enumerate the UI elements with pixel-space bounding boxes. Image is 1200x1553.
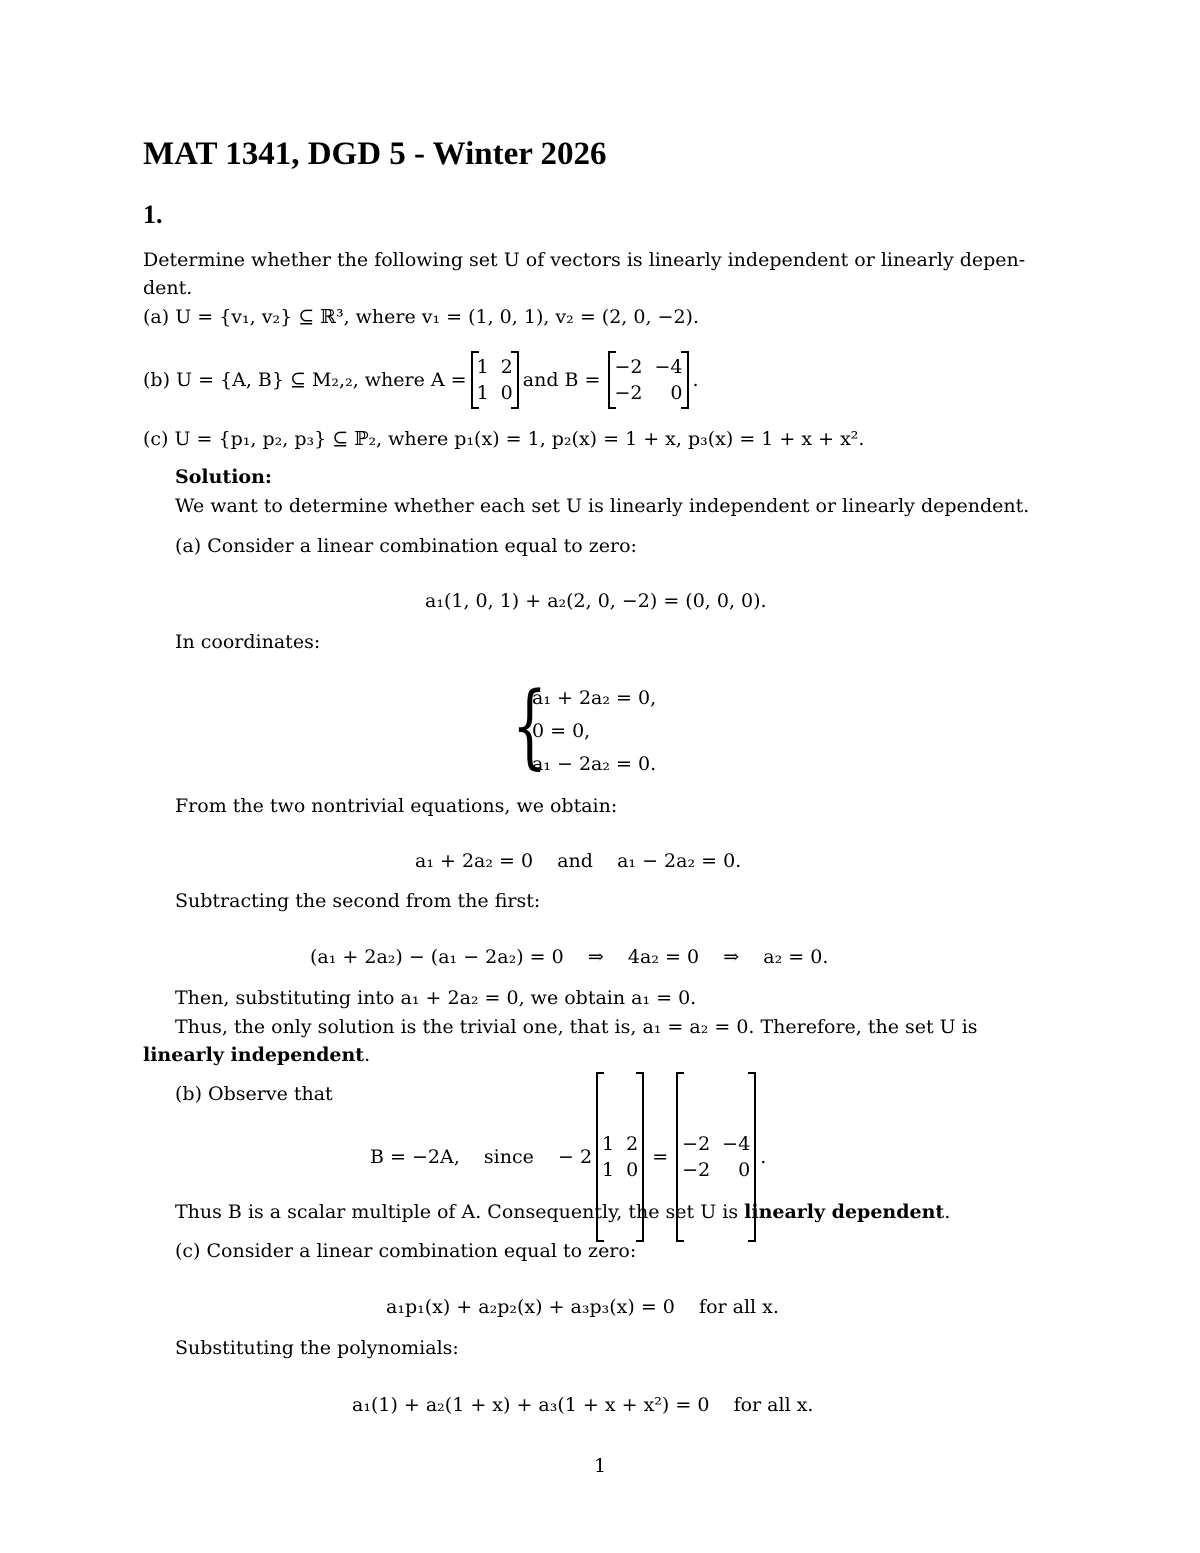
matrix-a — [471, 354, 519, 406]
matrix-b-cell: −2 — [614, 382, 643, 404]
matrix-b-cell: 0 — [670, 382, 683, 404]
matrix-a-repeat-cell: 1 — [602, 1133, 615, 1155]
system-eq-3: a₁ − 2a₂ = 0. — [532, 753, 657, 775]
thus-scalar-multiple: Thus B is a scalar multiple of A. Consequently, the set U is linearly dependent. — [175, 1201, 951, 1223]
matrix-a-cell: 0 — [500, 382, 513, 404]
in-coordinates: In coordinates: — [175, 631, 321, 653]
prompt-line-1: Determine whether the following set U of vectors is linearly independent or linearly depen- — [143, 249, 1026, 271]
thus-trivial: Thus, the only solution is the trivial one, that is, a₁ = a₂ = 0. Therefore, the set U is — [175, 1016, 978, 1038]
equation-b-left: B = −2A, since − 2 — [370, 1146, 593, 1168]
equation-c-2: a₁(1) + a₂(1 + x) + a₃(1 + x + x²) = 0 for all x. — [352, 1394, 814, 1416]
from-nontrivial: From the two nontrivial equations, we obtain: — [175, 795, 618, 817]
system-eq-2: 0 = 0, — [532, 720, 591, 742]
substituting-polynomials: Substituting the polynomials: — [175, 1337, 459, 1359]
conclusion-b-text: linearly dependent — [744, 1201, 945, 1223]
page-number: 1 — [594, 1455, 607, 1477]
system-eq-1: a₁ + 2a₂ = 0, — [532, 687, 657, 709]
part-b-end: . — [692, 369, 699, 391]
matrix-a-repeat-cell: 1 — [602, 1159, 615, 1181]
equation-a-1: a₁(1, 0, 1) + a₂(2, 0, −2) = (0, 0, 0). — [425, 590, 767, 612]
matrix-a-cell: 2 — [500, 356, 513, 378]
solution-heading: Solution: — [175, 466, 272, 488]
matrix-a-repeat-cell: 0 — [626, 1159, 639, 1181]
thus-scalar-text: Thus B is a scalar multiple of A. Consequently, the set U is — [175, 1201, 739, 1223]
solution-b-label: (b) Observe that — [175, 1083, 333, 1105]
matrix-b-repeat-cell: 0 — [738, 1159, 751, 1181]
prompt-part-c: (c) U = {p₁, p₂, p₃} ⊆ ℙ₂, where p₁(x) = 1, p₂(x) = 1 + x, p₃(x) = 1 + x + x². — [143, 428, 865, 450]
matrix-b — [608, 354, 688, 406]
page-title: MAT 1341, DGD 5 - Winter 2026 — [143, 136, 607, 172]
equation-c-1: a₁p₁(x) + a₂p₂(x) + a₃p₃(x) = 0 for all x. — [386, 1296, 779, 1318]
prompt-line-2: dent. — [143, 277, 193, 299]
equation-a-3: (a₁ + 2a₂) − (a₁ − 2a₂) = 0 ⇒ 4a₂ = 0 ⇒ a₂ = 0. — [310, 946, 829, 968]
equation-b: B = −2A, since − 2 1 2 1 0 = −2 −4 −2 0 . — [370, 1128, 766, 1186]
matrix-a-cell: 1 — [476, 382, 489, 404]
prompt-part-b — [143, 352, 699, 408]
part-b-mid: and B = — [522, 369, 601, 391]
matrix-b-cell: −4 — [654, 356, 683, 378]
part-b-prefix: (b) U = {A, B} ⊆ M₂,₂, where A = — [143, 369, 467, 391]
matrix-b-cell: −2 — [614, 356, 643, 378]
conclusion-a: linearly independent. — [143, 1044, 371, 1066]
solution-a-label: (a) Consider a linear combination equal to zero: — [175, 535, 637, 557]
system-brace: { — [512, 672, 548, 779]
matrix-b-repeat-cell: −4 — [722, 1133, 751, 1155]
subtracting-text: Subtracting the second from the first: — [175, 890, 541, 912]
matrix-a-repeat-cell: 2 — [626, 1133, 639, 1155]
solution-c-label: (c) Consider a linear combination equal to zero: — [175, 1240, 637, 1262]
matrix-a-cell: 1 — [476, 356, 489, 378]
then-substituting: Then, substituting into a₁ + 2a₂ = 0, we obtain a₁ = 0. — [175, 987, 697, 1009]
equation-b-equals: = — [652, 1146, 669, 1168]
prompt-part-a: (a) U = {v₁, v₂} ⊆ ℝ³, where v₁ = (1, 0, 1), v₂ = (2, 0, −2). — [143, 306, 699, 328]
conclusion-a-text: linearly independent — [143, 1044, 365, 1066]
matrix-b-repeat-cell: −2 — [682, 1133, 711, 1155]
solution-intro: We want to determine whether each set U is linearly independent or linearly dependent. — [175, 495, 1030, 517]
equation-a-2: a₁ + 2a₂ = 0 and a₁ − 2a₂ = 0. — [415, 850, 742, 872]
problem-number: 1. — [143, 200, 163, 229]
matrix-b-repeat-cell: −2 — [682, 1159, 711, 1181]
